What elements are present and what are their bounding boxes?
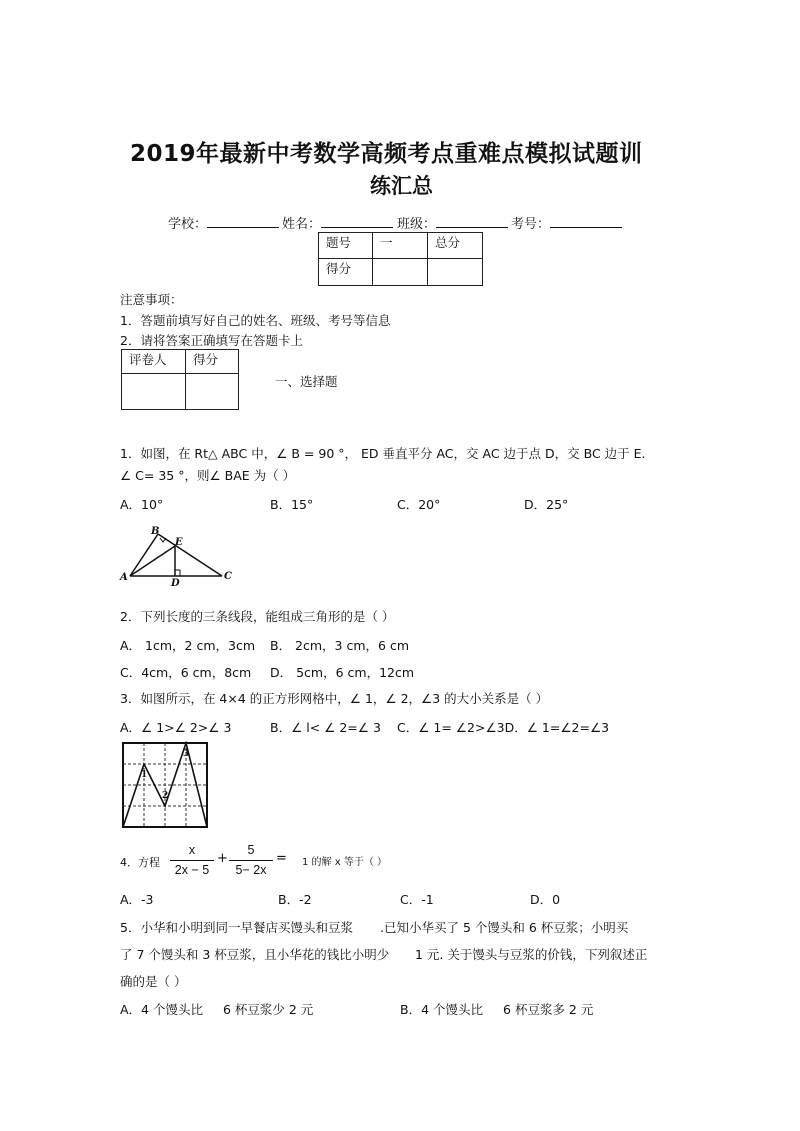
grader-score-cell[interactable]: [186, 374, 239, 410]
school-blank[interactable]: [207, 215, 279, 228]
question-5-line-3: 确的是（ ）: [120, 974, 187, 989]
grader-table-header-score: 得分: [186, 350, 239, 374]
q4-option-a[interactable]: A．-3: [120, 892, 154, 907]
name-field[interactable]: [282, 213, 393, 232]
q5-option-b[interactable]: [400, 1000, 593, 1018]
question-2-stem: 2．下列长度的三条线段，能组成三角形的是（ ）: [120, 609, 395, 624]
q1-triangle-figure: [118, 524, 238, 586]
q4-numerator-2: 5: [247, 843, 255, 857]
q5-option-b-part-1: B．4 个馒头比: [400, 1002, 484, 1017]
q5-option-a[interactable]: [120, 1000, 313, 1018]
score-table-header-question: 题号: [319, 233, 373, 259]
q1-label-b: B: [151, 526, 160, 537]
q4-fraction-1: [170, 843, 214, 879]
q5-option-a-part-1: A．4 个馒头比: [120, 1002, 203, 1017]
class-label: 班级：: [397, 217, 437, 232]
q5-option-a-part-2: 6 杯豆浆少 2 元: [222, 1002, 314, 1017]
note-item: 1．答题前填写好自己的姓名、班级、考号等信息: [120, 313, 391, 328]
q4-equals-sign: =: [276, 851, 287, 866]
q1-option-c[interactable]: C．20°: [397, 497, 441, 512]
score-table-header-total: 总分: [428, 233, 483, 259]
class-blank[interactable]: [436, 215, 508, 228]
q3-option-b[interactable]: B．∠ l< ∠ 2=∠ 3: [270, 720, 381, 735]
name-label: 姓名：: [282, 217, 322, 232]
note-item: 2．请将答案正确填写在答题卡上: [120, 333, 303, 348]
question-5-line-1b: .已知小华买了 5 个馒头和 6 杯豆浆；小明买: [380, 920, 629, 935]
q2-option-b[interactable]: B． 2cm，3 cm，6 cm: [270, 638, 410, 653]
school-label: 学校：: [168, 217, 208, 232]
q2-option-a[interactable]: A． 1cm，2 cm，3cm: [120, 638, 256, 653]
q4-option-c[interactable]: C．-1: [400, 892, 434, 907]
q1-option-d[interactable]: D．25°: [524, 497, 569, 512]
exam-number-blank[interactable]: [550, 215, 622, 228]
q3-angle-3-label: 3: [183, 749, 190, 759]
question-5-line-1a: 5．小华和小明到同一早餐店买馒头和豆浆: [120, 920, 353, 935]
question-3-stem: 3．如图所示，在 4×4 的正方形网格中，∠ 1，∠ 2，∠3 的大小关系是（ ）: [120, 691, 549, 706]
q3-option-a[interactable]: A．∠ 1>∠ 2>∠ 3: [120, 720, 232, 735]
question-5-line-2a: 了 7 个馒头和 3 杯豆浆，且小华花的钱比小明少: [120, 947, 390, 962]
exam-number-field[interactable]: [511, 213, 622, 232]
q4-denominator-2: 5− 2x: [235, 863, 267, 877]
page-title-continued: 练汇总: [370, 174, 433, 198]
q1-label-d: D: [171, 578, 180, 586]
class-field[interactable]: [397, 213, 508, 232]
q1-label-c: C: [224, 571, 232, 582]
question-1-line-2: ∠ C= 35 °，则∠ BAE 为（ ）: [120, 468, 296, 483]
score-table-row-label: 得分: [319, 259, 373, 286]
q4-numerator-1: x: [188, 843, 196, 857]
grader-table-header-grader: 评卷人: [122, 350, 186, 374]
q5-option-b-part-2: 6 杯豆浆多 2 元: [503, 1002, 594, 1017]
q1-label-a: A: [120, 572, 128, 583]
q4-option-d[interactable]: D．0: [530, 892, 561, 907]
q2-option-c[interactable]: C．4cm，6 cm，8cm: [120, 665, 252, 680]
q4-option-b[interactable]: B．-2: [278, 892, 312, 907]
question-4-suffix: 1 的解 x 等于（ ）: [302, 857, 387, 868]
q1-label-e: E: [175, 537, 183, 548]
q3-angle-1-label: 1: [141, 770, 148, 780]
score-cell-total[interactable]: [428, 259, 483, 286]
score-table: [318, 232, 483, 286]
notes-heading: 注意事项：: [120, 292, 183, 307]
q2-option-d[interactable]: D． 5cm，6 cm，12cm: [270, 665, 415, 680]
q1-option-b[interactable]: B．15°: [270, 497, 314, 512]
page-title: 2019年最新中考数学高频考点重难点模拟试题训: [130, 141, 643, 167]
q3-angle-2-label: 2: [162, 791, 169, 801]
q3-grid-figure: [121, 741, 211, 829]
school-field[interactable]: [168, 213, 279, 232]
score-table-header-one: 一: [373, 233, 428, 259]
q4-plus-sign: +: [217, 851, 228, 866]
section-title: 一、选择题: [275, 374, 338, 389]
name-blank[interactable]: [321, 215, 393, 228]
grader-cell[interactable]: [122, 374, 186, 410]
question-5-line-2b: 1 元. 关于馒头与豆浆的价钱，下列叙述正: [415, 947, 648, 962]
q4-denominator-1: 2x − 5: [174, 863, 210, 877]
exam-number-label: 考号：: [511, 217, 551, 232]
q3-option-cd[interactable]: C．∠ 1= ∠2>∠3D．∠ 1=∠2=∠3: [397, 720, 610, 735]
grader-table: [121, 349, 239, 410]
q1-option-a[interactable]: A．10°: [120, 497, 164, 512]
question-1-line-1: 1．如图，在 Rt△ ABC 中，∠ B = 90 °， ED 垂直平分 AC，交 AC 边于点 D，交 BC 边于 E.: [120, 446, 646, 461]
question-4-prefix: 4．方程: [120, 856, 160, 869]
q4-fraction-2: [229, 843, 273, 879]
score-cell-one[interactable]: [373, 259, 428, 286]
